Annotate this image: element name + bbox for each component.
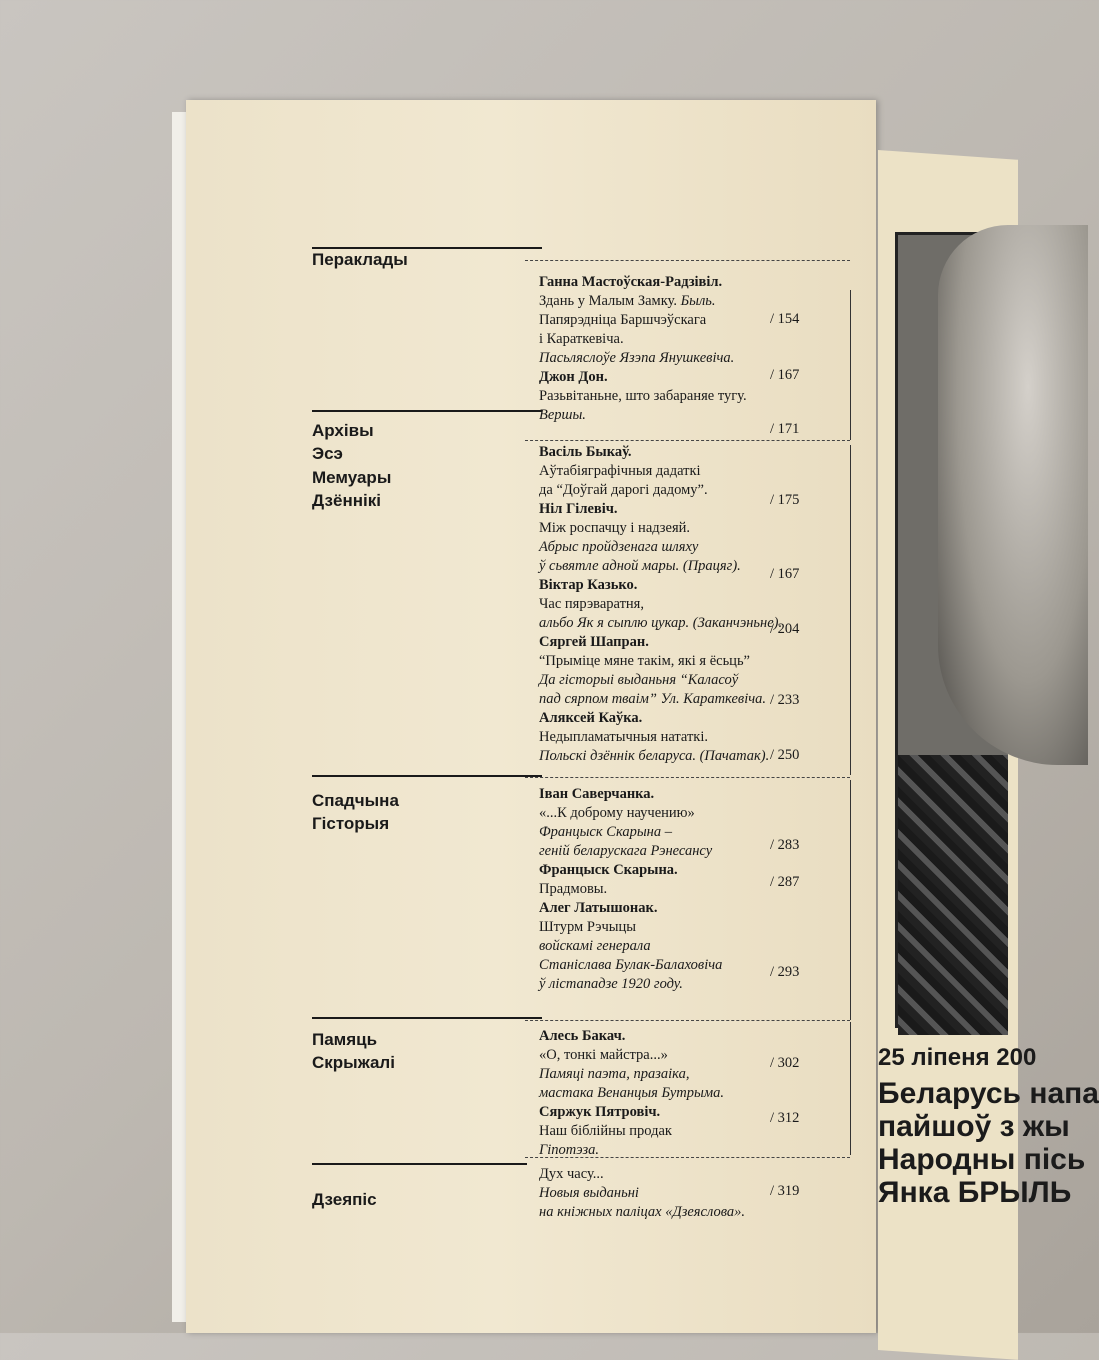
entry-subtitle: пад сярпом тваім” Ул. Караткевіча. (539, 691, 767, 707)
section-rule (312, 247, 542, 249)
section-title: Памяць (312, 1030, 378, 1049)
entry-author: Алег Латышонак. (539, 900, 658, 916)
entry-subtitle: Новыя выданьні (539, 1185, 639, 1201)
entry-title: “Прыміце мяне такім, які я ёсьць” (539, 653, 750, 669)
entry-subtitle: Абрыс пройдзенага шляху (539, 539, 699, 555)
entry-title: да “Доўгай дарогі дадому”. (539, 482, 708, 498)
entry-subtitle: Польскі дзённік беларуса. (Пачатак). (539, 748, 770, 764)
entry-author: Сяргей Шапран. (539, 634, 649, 650)
entry-subtitle: Станіслава Булак-Балаховіча (539, 957, 723, 973)
page-number: / 171 (770, 421, 800, 437)
section-title: Дзённікі (312, 491, 381, 511)
right-line-3: пайшоў з жы (878, 1110, 1070, 1144)
entry-subtitle: ў сьвятле адной мары. (Працяг). (539, 558, 741, 574)
dotted-rule (525, 777, 850, 779)
section-title: Гісторыя (312, 814, 390, 834)
entry-title: «О, тонкі майстра...» (539, 1047, 668, 1063)
section-title: Мемуары (312, 467, 392, 487)
section-chronicle (312, 1190, 377, 1213)
entry-author: Сяржук Пятровіч. (539, 1104, 661, 1120)
section-title: Скрыжалі (312, 1053, 395, 1073)
entry-subtitle: ў лістападзе 1920 году. (539, 976, 683, 992)
entry-line (539, 292, 853, 311)
entry-title: Штурм Рэчыцы (539, 919, 637, 935)
section-title: Дзеяпіс (312, 1190, 377, 1209)
entry-title: Прадмовы. (539, 881, 608, 897)
entry-author: Джон Дон. (539, 369, 608, 385)
page-number: / 250 (770, 747, 800, 763)
page-number: / 154 (770, 311, 800, 327)
section-title: Спадчына (312, 791, 399, 810)
page-number: / 319 (770, 1183, 800, 1199)
entry-title: Наш біблійны продак (539, 1123, 672, 1139)
section-memory (312, 1030, 395, 1077)
section-translations (312, 250, 408, 273)
entry-subtitle: Да гісторыі выданьня “Каласоў (539, 672, 739, 688)
page-number: / 167 (770, 367, 800, 383)
portrait-face (938, 225, 1088, 765)
section-rule (312, 775, 542, 777)
entry-author: Алесь Бакач. (539, 1028, 626, 1044)
toc-entry (539, 1165, 853, 1222)
entry-author: Ніл Гілевіч. (539, 501, 618, 517)
page-number: / 302 (770, 1055, 800, 1071)
dotted-rule (525, 260, 850, 262)
portrait-photo (895, 232, 1008, 1028)
entry-author: Ганна Мастоўская-Радзівіл. (539, 274, 723, 290)
entry-title: Папярэдніца Баршчэўскага (539, 312, 707, 328)
entry-title: Між роспачцу і надзеяй. (539, 520, 691, 536)
section-rule (312, 1017, 542, 1019)
entry-subtitle: Быль. (680, 293, 716, 309)
entry-author: Францыск Скарына. (539, 862, 678, 878)
entry-title: Дух часу... (539, 1166, 604, 1182)
page-edge (172, 112, 186, 1322)
portrait-sweater (898, 755, 1008, 1035)
right-line-2: Беларусь напа (878, 1077, 1099, 1111)
entry-subtitle: Францыск Скарына – (539, 824, 672, 840)
entry-subtitle: мастака Венанцыя Бутрыма. (539, 1085, 724, 1101)
entry-subtitle: Гіпотэза. (539, 1142, 599, 1158)
section-heritage (312, 791, 399, 838)
right-line-date: 25 ліпеня 200 (878, 1044, 1037, 1071)
page-number: / 175 (770, 492, 800, 508)
dotted-rule (525, 1020, 850, 1022)
toc-entry (539, 785, 853, 994)
section-title: Пераклады (312, 250, 408, 269)
entry-subtitle: Памяці паэта, празаіка, (539, 1066, 690, 1082)
page-number: / 283 (770, 837, 800, 853)
toc-entry (539, 273, 853, 425)
entry-subtitle: альбо Як я сыплю цукар. (Заканчэньне). (539, 615, 783, 631)
section-archives (312, 421, 391, 515)
entry-title: Разьвітаньне, што забараняе тугу. (539, 388, 747, 404)
section-rule (312, 410, 542, 412)
entry-title: «...К доброму научению» (539, 805, 695, 821)
page-number: / 287 (770, 874, 800, 890)
entry-subtitle: войскамі генерала (539, 938, 651, 954)
right-line-4: Народны пісь (878, 1143, 1086, 1177)
entry-title: Аўтабіяграфічныя дадаткі (539, 463, 701, 479)
entry-title: Час пярэваратня, (539, 596, 644, 612)
entry-subtitle: геній беларускага Рэнесансу (539, 843, 713, 859)
toc-entry (539, 1027, 853, 1160)
entry-author: Віктар Казько. (539, 577, 638, 593)
entry-subtitle: Пасьляслоўе Язэпа Янушкевіча. (539, 350, 735, 366)
entry-subtitle: Вершы. (539, 407, 586, 423)
section-title: Архівы (312, 421, 374, 440)
dotted-rule (525, 440, 850, 442)
page-number: / 312 (770, 1110, 800, 1126)
section-title: Эсэ (312, 444, 343, 464)
entry-author: Васіль Быкаў. (539, 444, 632, 460)
toc-entry (539, 443, 853, 766)
page-number: / 233 (770, 692, 800, 708)
page-number: / 167 (770, 566, 800, 582)
entry-title: і Караткевіча. (539, 331, 624, 347)
entry-title: Здань у Малым Замку. (539, 293, 677, 309)
entry-subtitle: на кніжных паліцах «Дзеяслова». (539, 1204, 746, 1220)
right-page-text (878, 1044, 1099, 1210)
entry-author: Аляксей Каўка. (539, 710, 643, 726)
section-rule (312, 1163, 527, 1165)
entry-author: Іван Саверчанка. (539, 786, 655, 802)
right-line-5: Янка БРЫЛЬ (878, 1176, 1072, 1210)
page-number: / 293 (770, 964, 800, 980)
entry-title: Недыпламатычныя нататкі. (539, 729, 709, 745)
page-number: / 204 (770, 621, 800, 637)
